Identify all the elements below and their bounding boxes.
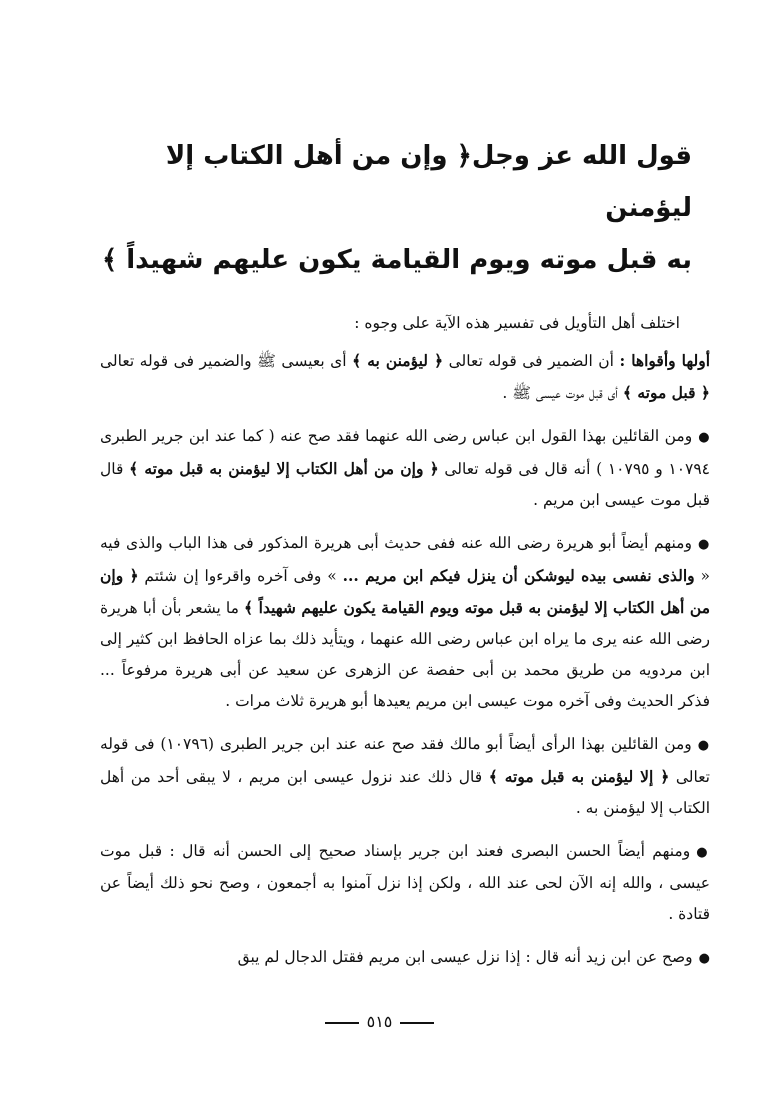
- paragraph-text: ومن القائلين بهذا القول ابن عباس رضى الله عنهما فقد صح عنه ( كما عند ابن جرير الطبرى ١٠٧٩٤ و ١٠٧٩٥ ) أنه قال فى قوله تعالى: [100, 427, 711, 478]
- hadith-quote: والذى نفسى بيده ليوشكن أن ينزل فيكم ابن مريم ...: [342, 566, 695, 585]
- title-line-2: به قبل موته ويوم القيامة يكون عليهم شهيداً ﴾: [101, 245, 692, 275]
- paragraph-text: أى قبل موت عيسى ﷺ .: [502, 384, 623, 402]
- paragraph-text: قال ذلك عند نزول عيسى ابن مريم ، لا يبقى أحد من أهل الكتاب إلا ليؤمنن به .: [100, 768, 710, 817]
- bullet-icon: ●: [697, 738, 710, 753]
- intro-paragraph: اختلف أهل التأويل فى تفسير هذه الآية على وجوه :: [354, 314, 680, 332]
- paragraph-text: ومنهم أيضاً أبو هريرة رضى الله عنه ففى حديث أبى هريرة المذكور فى هذا الباب والذى فيه «: [100, 534, 710, 585]
- paragraph-text: أن الضمير فى قوله تعالى: [443, 352, 620, 370]
- quran-quote: ﴿ وإن من أهل الكتاب إلا ليؤمنن به قبل موته ﴾: [129, 459, 439, 478]
- paragraph-text: ما يشعر بأن أبا هريرة رضى الله عنه يرى ما يراه ابن عباس رضى الله عنهما ، ويتأيد ذلك بما عزاه الحافظ ابن كثير إلى ابن مردويه من طريق محمد بن أبى حفصة عن الزهرى عن سعيد عن أبى هريرة مرفوعاً ... فذكر الحديث وفى آخره موت عيسى ابن مريم يعيدها أبو هريرة ثلاث مرات .: [100, 599, 710, 710]
- bullet-icon: ●: [698, 951, 710, 966]
- paragraph-abu-hurayra: [100, 528, 710, 717]
- paragraph-abu-malik: [100, 729, 710, 824]
- quran-quote: ﴿ ليؤمنن به ﴾: [352, 351, 444, 370]
- title-line-1: قول الله عز وجل﴿ وإن من أهل الكتاب إلا ليؤمنن: [165, 141, 692, 223]
- footer-dash-left: [325, 1022, 359, 1024]
- footer-dash-right: [400, 1022, 434, 1024]
- paragraph-ibn-abbas: [100, 421, 710, 516]
- paragraph-text: ومن القائلين بهذا الرأى أيضاً أبو مالك فقد صح عنه عند ابن جرير الطبرى (١٠٧٩٦) فى قوله تعالى: [100, 735, 710, 786]
- paragraph-first-view: [100, 345, 710, 409]
- paragraph-hasan-basri: [100, 836, 710, 930]
- page-footer: [0, 1012, 759, 1031]
- paragraph-text: أى بعيسى ﷺ والضمير فى قوله تعالى: [100, 352, 353, 370]
- bullet-icon: ●: [696, 845, 710, 860]
- paragraph-text: قال قبل موت عيسى ابن مريم .: [100, 460, 710, 509]
- paragraph-ibn-zayd: [100, 942, 710, 974]
- paragraph-text: ومنهم أيضاً الحسن البصرى فعند ابن جرير بإسناد صحيح إلى الحسن أنه قال : قبل موت عيسى ، والله إنه الآن لحى عند الله ، ولكن إذا نزل آمنوا به أجمعون ، وصح نحو ذلك أيضاً عن قتادة .: [100, 842, 710, 923]
- page-number: ٥١٥: [366, 1012, 393, 1031]
- paragraph-text: وصح عن ابن زيد أنه قال : إذا نزل عيسى ابن مريم فقتل الدجال لم يبق: [237, 948, 693, 966]
- page-title: [100, 130, 710, 286]
- quran-quote: ﴿ قبل موته ﴾: [622, 383, 710, 402]
- bullet-icon: ●: [698, 430, 711, 445]
- bullet-icon: ●: [697, 537, 710, 552]
- quran-quote: ﴿ وإن من أهل الكتاب إلا ليؤمنن به قبل موته ويوم القيامة يكون عليهم شهيداً ﴾: [100, 566, 710, 617]
- quran-quote: ﴿ إلا ليؤمنن به قبل موته ﴾: [488, 767, 670, 786]
- page-content: [100, 130, 710, 986]
- paragraph-lead: أولها وأقواها :: [619, 351, 710, 370]
- paragraph-text: » وفى آخره واقرءوا إن شئتم: [138, 567, 343, 585]
